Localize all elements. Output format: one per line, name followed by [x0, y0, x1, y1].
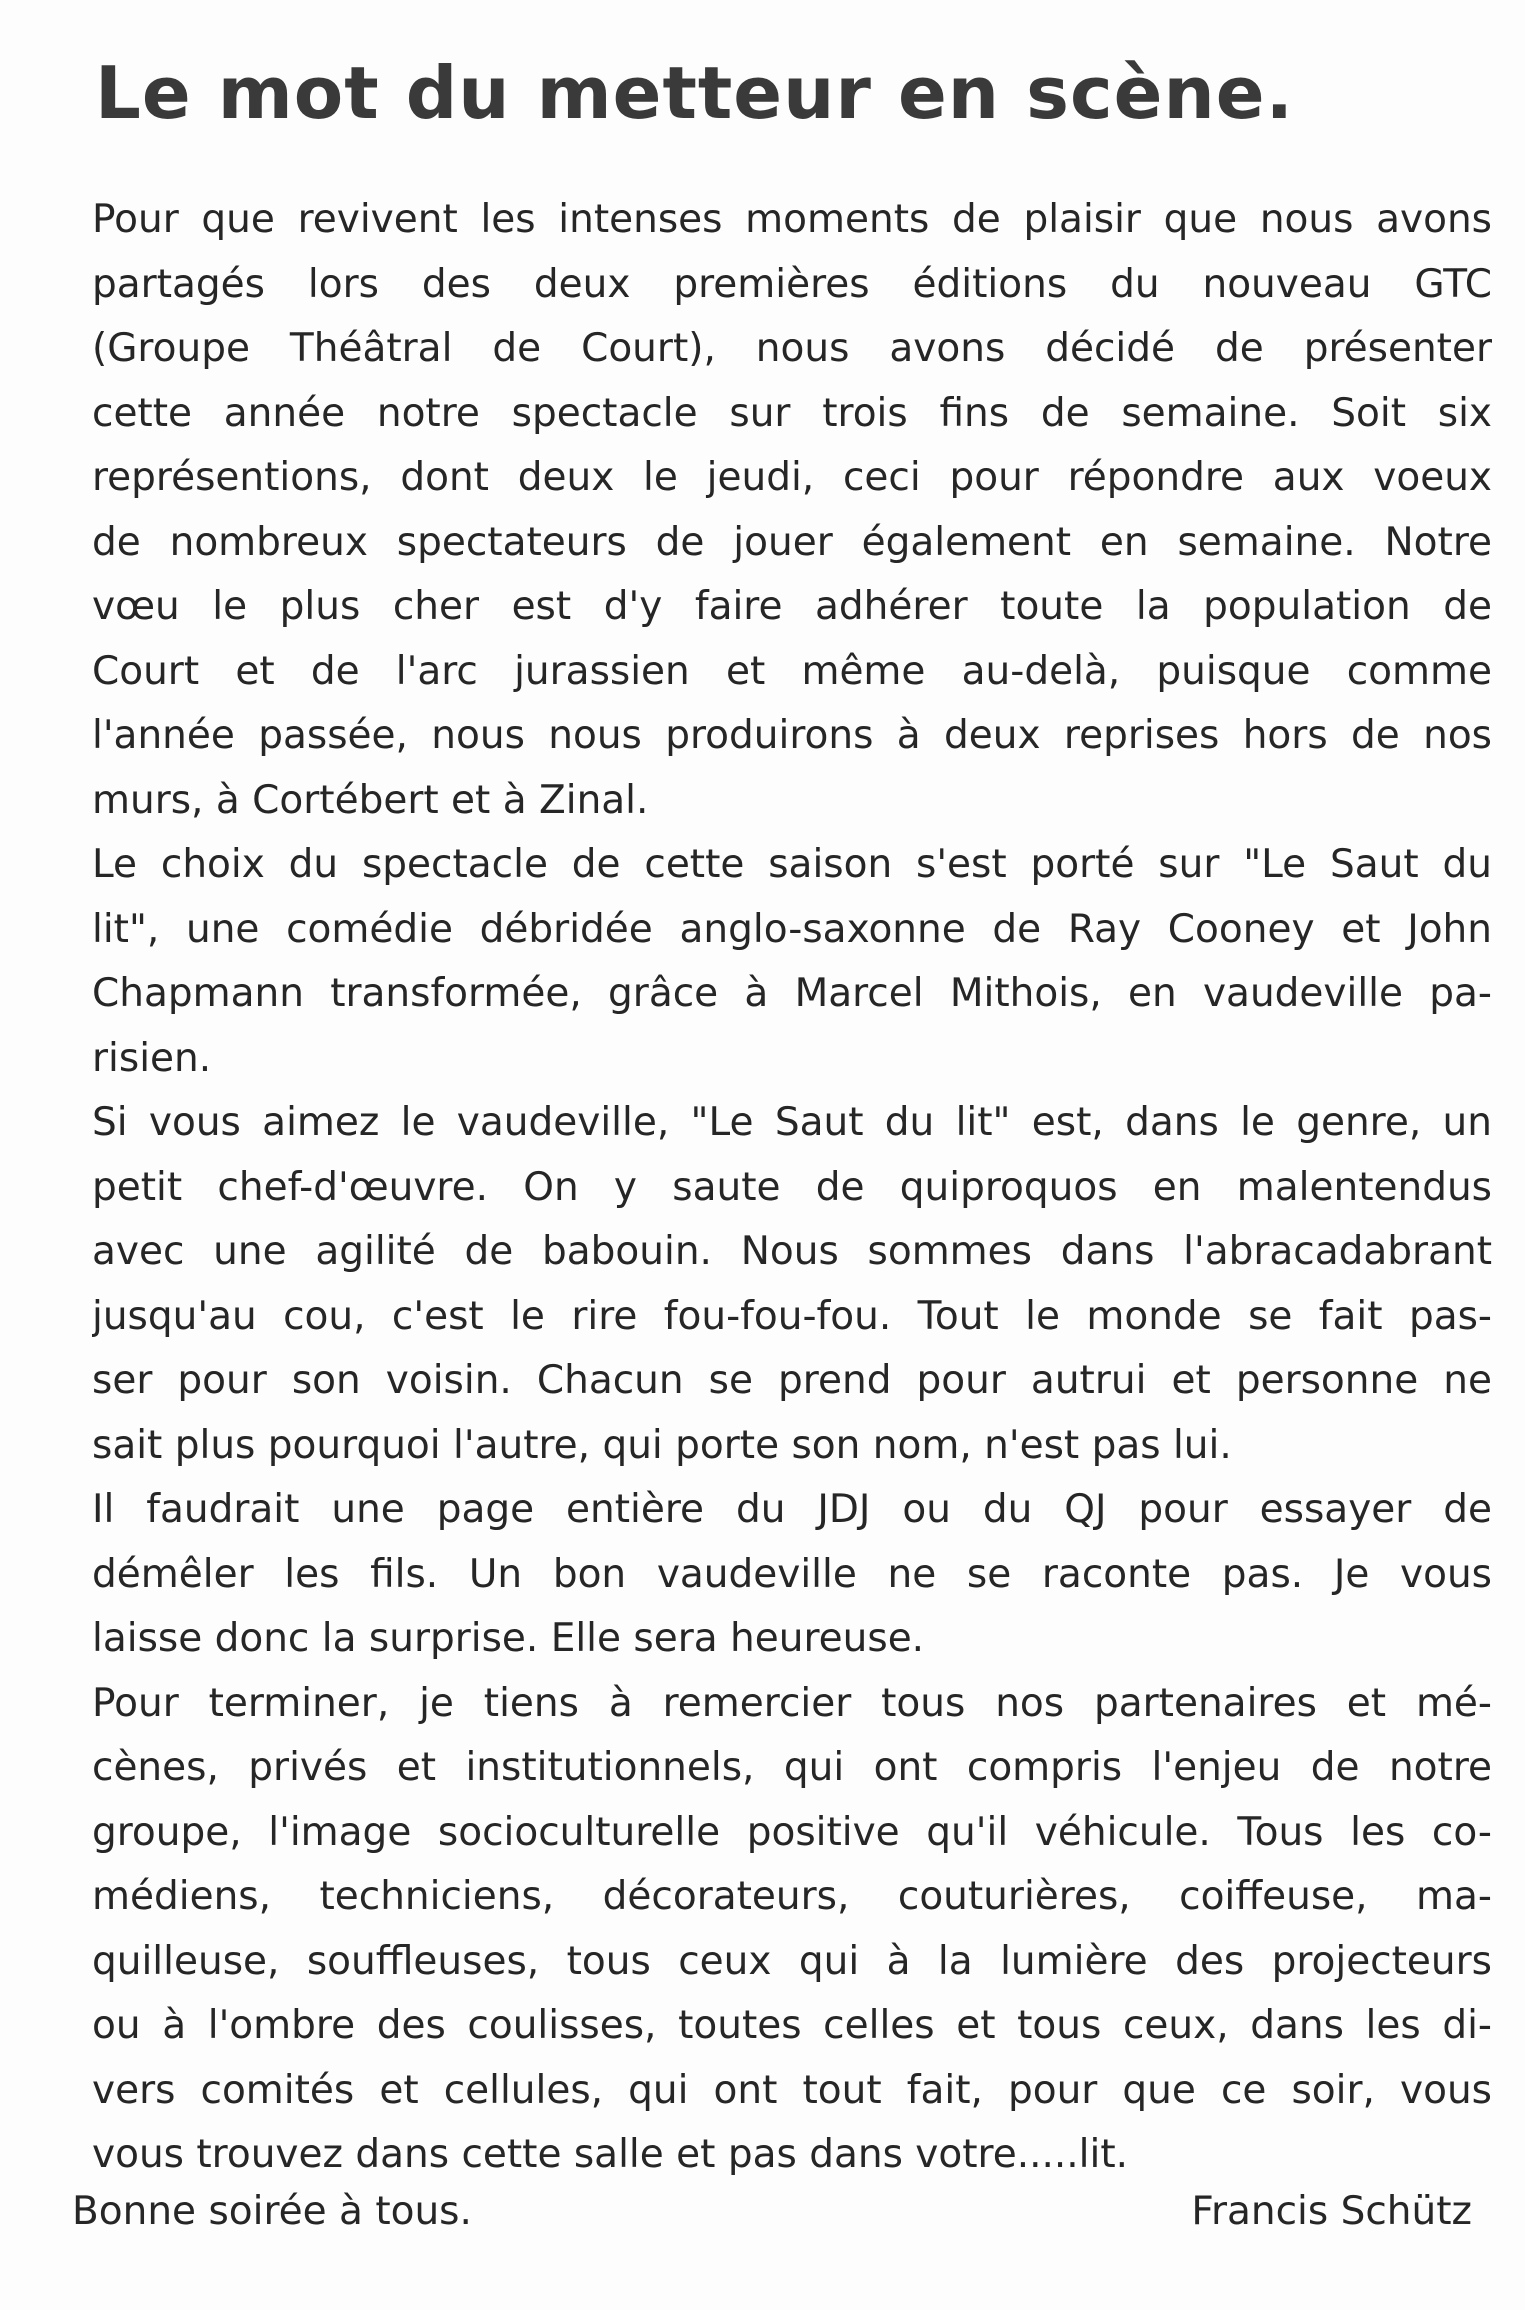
- text-line: cènes, privés et institutionnels, qui ont compris l'enjeu de notre: [92, 1745, 1492, 1790]
- text-line: démêler les fils. Un bon vaudeville ne se raconte pas. Je vous: [92, 1551, 1492, 1597]
- text-line: représentions, dont deux le jeudi, ceci pour répondre aux voeux: [92, 455, 1492, 500]
- text-line: partagés lors des deux premières éditions du nouveau GTC: [92, 261, 1492, 307]
- text-line: petit chef-d'œuvre. On y saute de quiproquos en malentendus: [92, 1164, 1492, 1210]
- text-line: vœu le plus cher est d'y faire adhérer toute la population de: [92, 584, 1492, 629]
- text-line: groupe, l'image socioculturelle positive qu'il véhicule. Tous les co-: [92, 1809, 1492, 1855]
- text-line: risien.: [92, 1035, 212, 1081]
- text-line: Chapmann transformée, grâce à Marcel Mithois, en vaudeville pa-: [92, 971, 1492, 1016]
- text-line: quilleuse, souffleuses, tous ceux qui à la lumière des projecteurs: [92, 1938, 1492, 1984]
- text-line: Si vous aimez le vaudeville, "Le Saut du lit" est, dans le genre, un: [92, 1100, 1492, 1145]
- greeting-text: Bonne soirée à tous.: [72, 2189, 472, 2234]
- text-line: murs, à Cortébert et à Zinal.: [92, 777, 649, 823]
- text-line: vers comités et cellules, qui ont tout fait, pour que ce soir, vous: [92, 2067, 1492, 2113]
- text-line: lit", une comédie débridée anglo-saxonne de Ray Cooney et John: [92, 906, 1492, 952]
- text-line: Le choix du spectacle de cette saison s'est porté sur "Le Saut du: [92, 842, 1492, 887]
- text-line: Pour terminer, je tiens à remercier tous nos partenaires et mé-: [92, 1680, 1492, 1726]
- text-line: sait plus pourquoi l'autre, qui porte son nom, n'est pas lui.: [92, 1422, 1232, 1468]
- text-line: de nombreux spectateurs de jouer également en semaine. Notre: [92, 519, 1492, 565]
- text-line: laisse donc la surprise. Elle sera heureuse.: [92, 1616, 925, 1661]
- paragraph: [92, 833, 1492, 1091]
- paragraph: [92, 1478, 1492, 1672]
- text-line: l'année passée, nous nous produirons à deux reprises hors de nos: [92, 713, 1492, 758]
- author-signature: Francis Schütz: [1191, 2189, 1472, 2234]
- text-line: ou à l'ombre des coulisses, toutes celles et tous ceux, dans les di-: [92, 2003, 1492, 2048]
- text-line: avec une agilité de babouin. Nous sommes dans l'abracadabrant: [92, 1229, 1492, 1274]
- text-line: (Groupe Théâtral de Court), nous avons décidé de présenter: [92, 326, 1492, 371]
- text-line: Court et de l'arc jurassien et même au-delà, puisque comme: [92, 648, 1492, 694]
- page-title: Le mot du metteur en scène.: [95, 51, 1294, 135]
- article-body: [92, 188, 1492, 2188]
- text-line: Il faudrait une page entière du JDJ ou du QJ pour essayer de: [92, 1487, 1492, 1532]
- paragraph: [92, 1091, 1492, 1478]
- text-line: médiens, techniciens, décorateurs, couturières, coiffeuse, ma-: [92, 1874, 1492, 1919]
- paragraph: [92, 1672, 1492, 2188]
- text-line: cette année notre spectacle sur trois fins de semaine. Soit six: [92, 390, 1492, 436]
- text-line: Pour que revivent les intenses moments de plaisir que nous avons: [92, 197, 1492, 242]
- paragraph: [92, 188, 1492, 833]
- text-line: ser pour son voisin. Chacun se prend pour autrui et personne ne: [92, 1358, 1492, 1403]
- text-line: vous trouvez dans cette salle et pas dans votre.....lit.: [92, 2132, 1129, 2177]
- text-line: jusqu'au cou, c'est le rire fou-fou-fou. Tout le monde se fait pas-: [92, 1293, 1492, 1339]
